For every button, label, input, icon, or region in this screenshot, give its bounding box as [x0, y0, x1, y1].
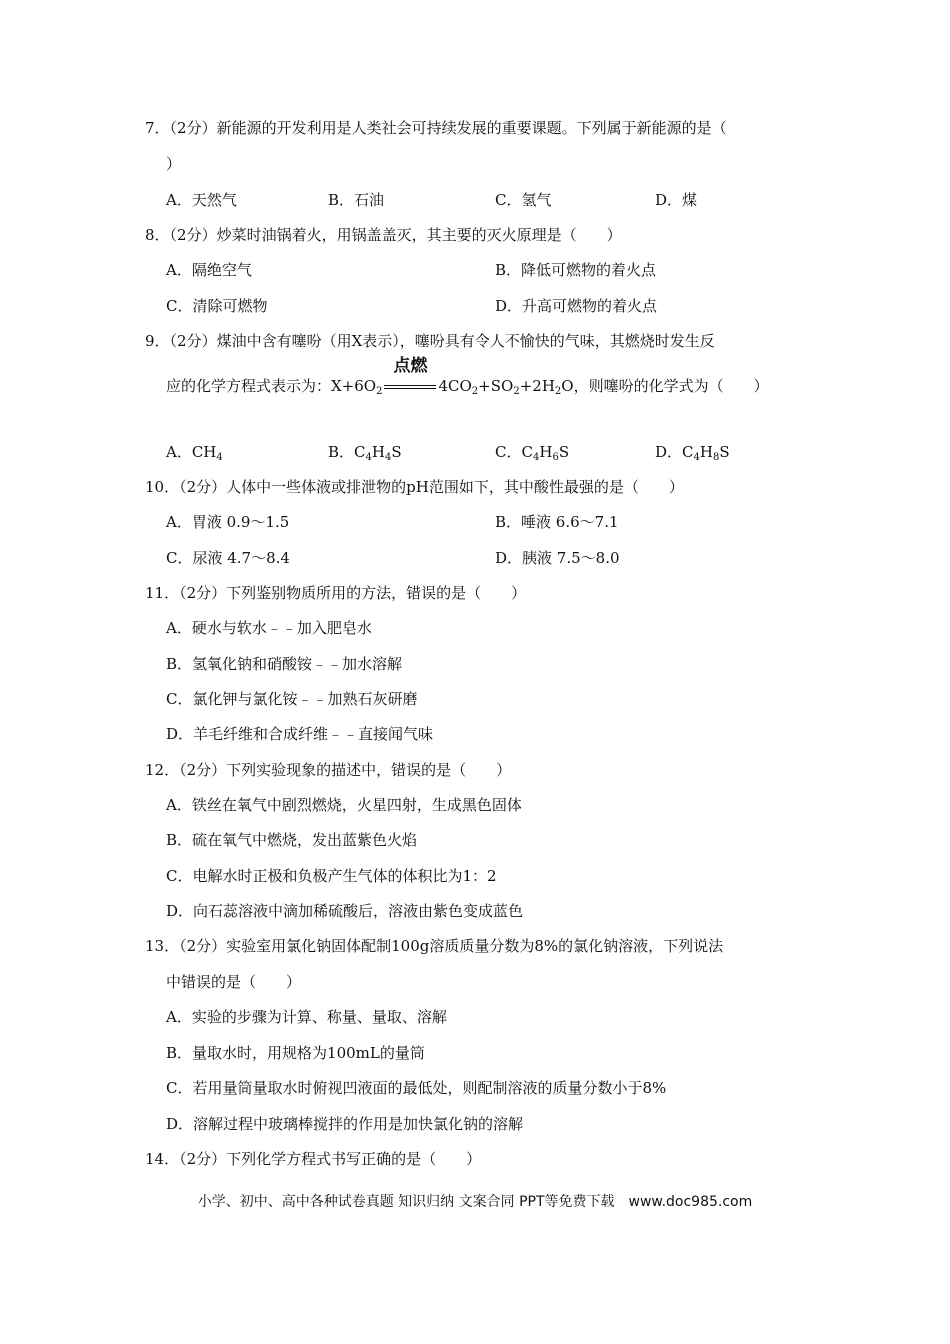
- question-9-equation: 应的化学方程式表示为：$X+6O_2$ 点燃 $4CO_2+SO_2+2H_2O$，则噻吩的化学式为（ ）: [166, 356, 769, 397]
- question-10-option-d: D．胰液 7.5～8.0: [495, 549, 620, 567]
- equals-bar-top: [384, 385, 436, 386]
- question-7-option-a: A．天然气: [166, 191, 237, 209]
- question-7-option-d: D．煤: [655, 191, 698, 209]
- question-13-stem: 13．（2分）实验室用氯化钠固体配制100g溶质质量分数为8%的氯化钠溶液，下列说法: [145, 937, 724, 955]
- question-13-option-b: B．量取水时，用规格为100mL的量筒: [166, 1044, 425, 1062]
- question-11-option-c: C．氯化钾与氯化铵﹣﹣加熟石灰研磨: [166, 690, 418, 708]
- question-9-stem: 9．（2分）煤油中含有噻吩（用X表示），噻吩具有令人不愉快的气味，其燃烧时发生反: [145, 332, 715, 350]
- question-9-option-a: A．$CH_4$: [166, 443, 223, 463]
- question-12-option-a: A．铁丝在氧气中剧烈燃烧，火星四射，生成黑色固体: [166, 796, 522, 814]
- reaction-arrow: [382, 356, 438, 396]
- question-9-option-c: C．$C_4H_6S$: [495, 443, 570, 463]
- question-8-option-b: B．降低可燃物的着火点: [495, 261, 657, 279]
- question-12-option-b: B．硫在氧气中燃烧，发出蓝紫色火焰: [166, 831, 418, 849]
- equals-bar-bottom: [384, 388, 436, 389]
- question-7-option-c: C．氢气: [495, 191, 552, 209]
- question-10-option-a: A．胃液 0.9～1.5: [166, 513, 290, 531]
- question-8-option-a: A．隔绝空气: [166, 261, 252, 279]
- question-10-stem: 10．（2分）人体中一些体液或排泄物的pH范围如下，其中酸性最强的是（ ）: [145, 478, 684, 496]
- question-7-option-b: B．石油: [328, 191, 385, 209]
- question-7-stem: 7．（2分）新能源的开发利用是人类社会可持续发展的重要课题。下列属于新能源的是（: [145, 119, 727, 137]
- question-12-stem: 12．（2分）下列实验现象的描述中，错误的是（ ）: [145, 761, 512, 779]
- question-12-option-d: D．向石蕊溶液中滴加稀硫酸后，溶液由紫色变成蓝色: [166, 902, 524, 920]
- question-8-stem: 8．（2分）炒菜时油锅着火，用锅盖盖灭，其主要的灭火原理是（ ）: [145, 226, 622, 244]
- question-8-option-c: C．清除可燃物: [166, 297, 268, 315]
- question-10-option-c: C．尿液 4.7～8.4: [166, 549, 290, 567]
- question-13-stem-continued: 中错误的是（ ）: [166, 973, 302, 991]
- question-11-option-b: B．氢氧化钠和硝酸铵﹣﹣加水溶解: [166, 655, 403, 673]
- question-10-option-b: B．唾液 6.6～7.1: [495, 513, 619, 531]
- question-9-option-d: D．$C_4H_8S$: [655, 443, 730, 463]
- page-footer: 小学、初中、高中各种试卷真题 知识归纳 文案合同 PPT等免费下载 www.doc985.com: [197, 1194, 753, 1210]
- question-11-option-a: A．硬水与软水﹣﹣加入肥皂水: [166, 619, 372, 637]
- question-11-option-d: D．羊毛纤维和合成纤维﹣﹣直接闻气味: [166, 725, 434, 743]
- reaction-condition: 点燃: [393, 356, 428, 376]
- question-9-option-b: B．$C_4H_4S$: [328, 443, 402, 463]
- question-7-stem-continued: ）: [166, 155, 182, 173]
- question-8-option-d: D．升高可燃物的着火点: [495, 297, 658, 315]
- question-13-option-d: D．溶解过程中玻璃棒搅拌的作用是加快氯化钠的溶解: [166, 1115, 524, 1133]
- question-13-option-c: C．若用量筒量取水时俯视凹液面的最低处，则配制溶液的质量分数小于8%: [166, 1079, 667, 1097]
- question-14-stem: 14．（2分）下列化学方程式书写正确的是（ ）: [145, 1150, 482, 1168]
- question-13-option-a: A．实验的步骤为计算、称量、量取、溶解: [166, 1008, 447, 1026]
- question-12-option-c: C．电解水时正极和负极产生气体的体积比为1：2: [166, 867, 497, 885]
- question-11-stem: 11．（2分）下列鉴别物质所用的方法，错误的是（ ）: [145, 584, 527, 602]
